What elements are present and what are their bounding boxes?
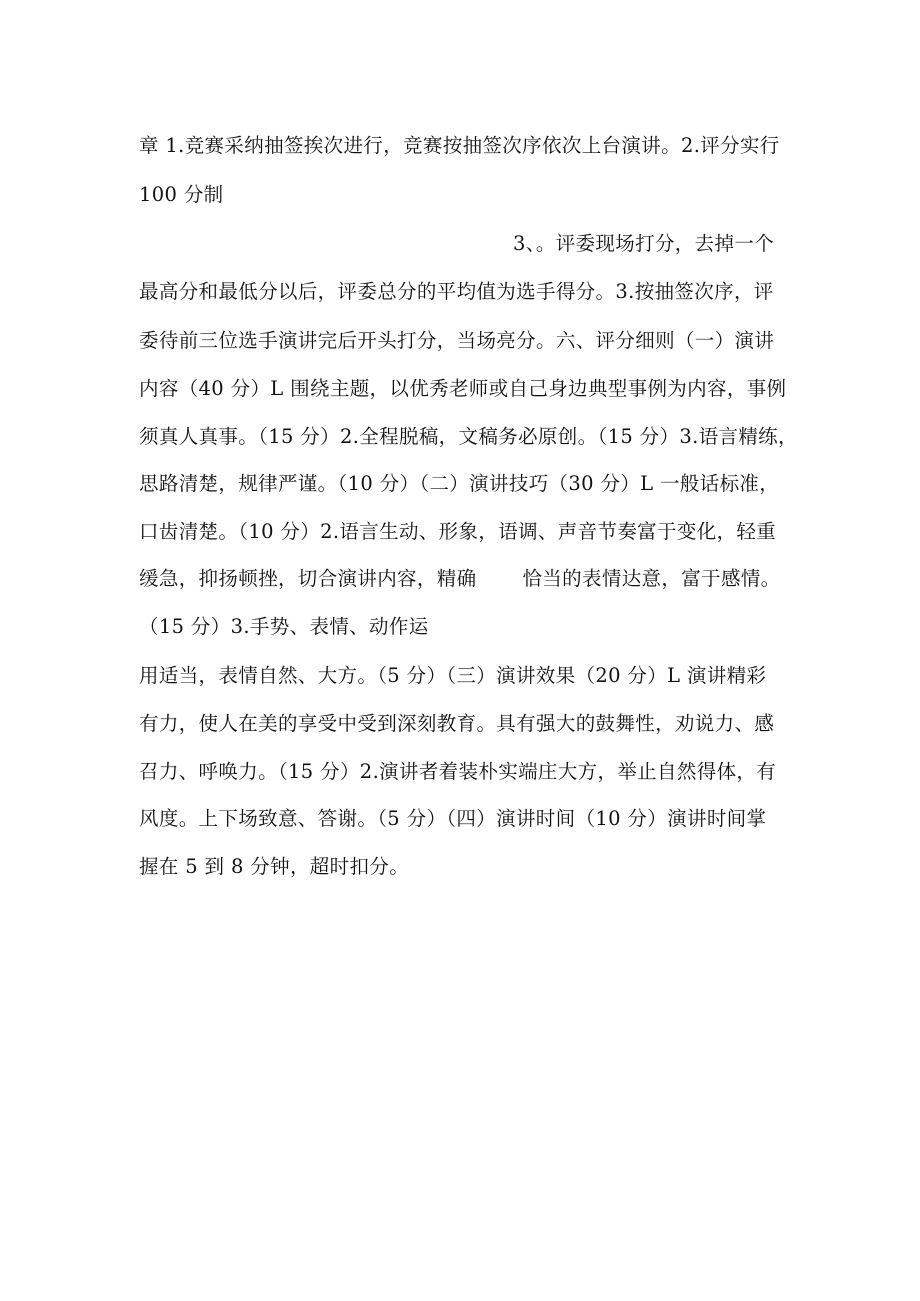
text-line-12: 用适当，表情自然、大方。（5 分）（三）演讲效果（20 分）L 演讲精彩 <box>139 664 767 687</box>
text-line-3: 3、。评委现场打分，去掉一个 <box>513 232 775 255</box>
text-line-15: 风度。上下场致意、答谢。（5 分）（四）演讲时间（10 分）演讲时间掌 <box>139 807 767 830</box>
text-line-4: 最高分和最低分以后，评委总分的平均值为选手得分。3.按抽签次序，评 <box>139 280 774 303</box>
text-line-13: 有力，使人在美的享受中受到深刻教育。具有强大的鼓舞性，劝说力、感 <box>139 712 775 735</box>
text-line-16: 握在 5 到 8 分钟，超时扣分。 <box>139 855 410 878</box>
text-line-2: 100 分制 <box>139 183 224 206</box>
text-line-6: 内容（40 分）L 围绕主题，以优秀老师或自己身边典型事例为内容，事例 <box>139 377 787 400</box>
text-line-8: 思路清楚，规律严谨。（10 分）（二）演讲技巧（30 分）L 一般话标准， <box>139 472 780 495</box>
text-line-10 <box>139 567 781 591</box>
text-line-9: 口齿清楚。（10 分）2.语言生动、形象，语调、声音节奏富于变化，轻重 <box>139 520 777 543</box>
text-line-11: （15 分）3.手势、表情、动作运 <box>139 615 429 638</box>
text-line-1: 章 1.竞赛采纳抽签挨次进行，竞赛按抽签次序依次上台演讲。2.评分实行 <box>139 134 780 157</box>
text-line-5: 委待前三位选手演讲完后开头打分，当场亮分。六、评分细则（一）演讲 <box>139 329 775 352</box>
text-line-10-part-1: 缓急，抑扬顿挫，切合演讲内容，精确 <box>139 567 477 590</box>
text-line-14: 召力、呼唤力。（15 分）2.演讲者着装朴实端庄大方，举止自然得体，有 <box>139 760 777 783</box>
text-line-10-part-2: 恰当的表情达意，富于感情。 <box>522 567 781 590</box>
text-line-7: 须真人真事。（15 分）2.全程脱稿，文稿务必原创。（15 分）3.语言精练， <box>139 425 798 448</box>
